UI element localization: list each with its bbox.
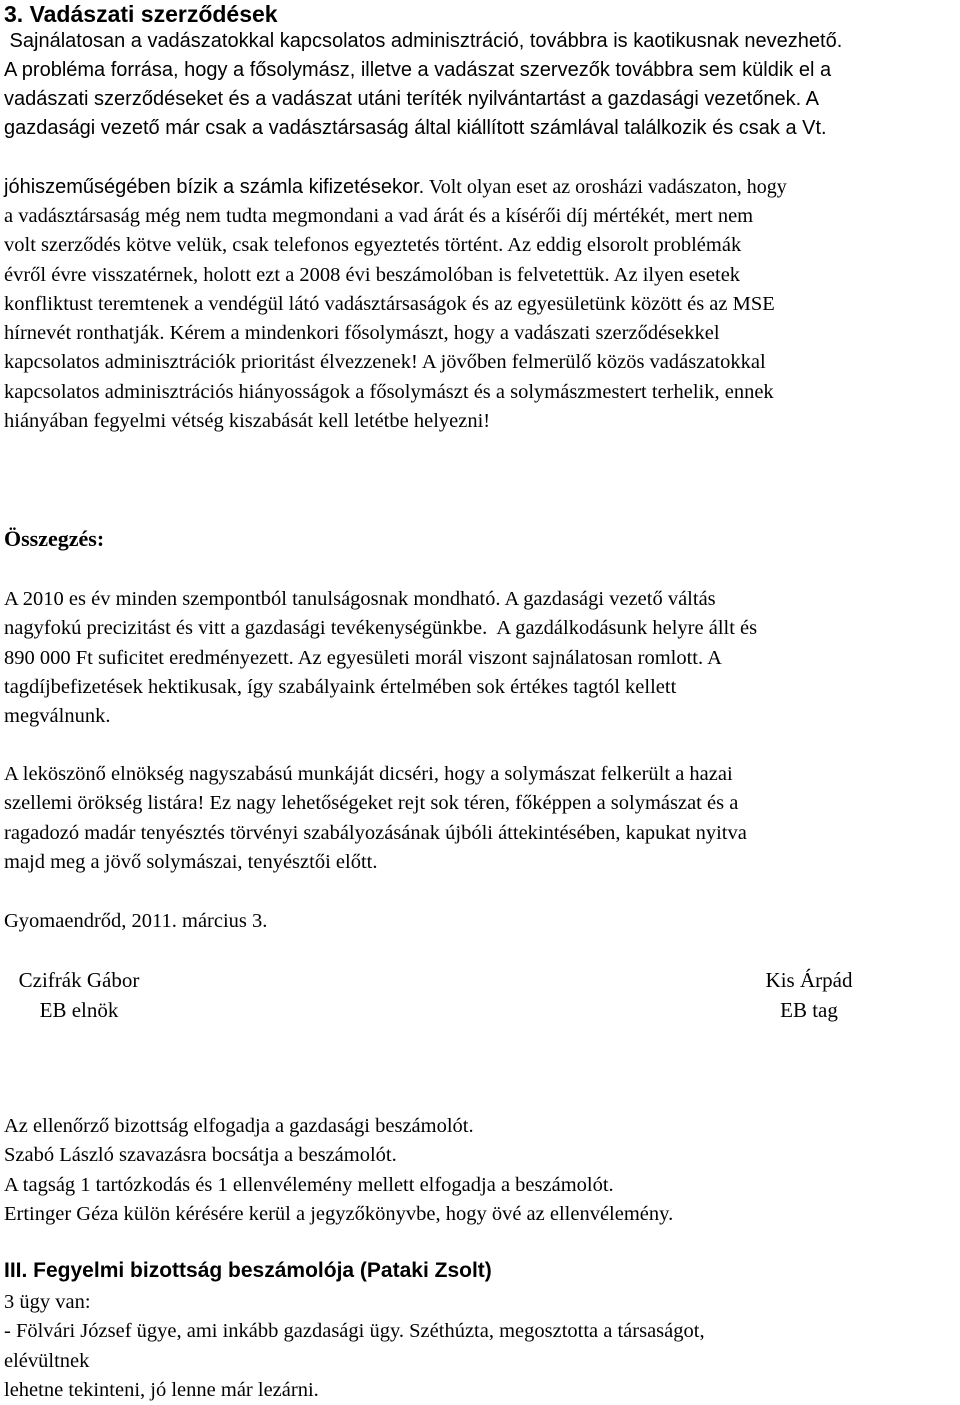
text-line: hiányában fegyelmi vétség kiszabását kell letétbe helyezni!	[4, 410, 491, 433]
signature-left	[4, 965, 154, 1025]
text-line: A leköszönő elnökség nagyszabású munkáját dicséri, hogy a solymászat felkerült a hazai	[4, 763, 733, 785]
text-line: lehetne tekinteni, jó lenne már lezárni.	[4, 1378, 319, 1401]
text-line: majd meg a jövő solymászai, tenyésztői előtt.	[4, 850, 378, 873]
text-line: Ertinger Géza külön kérésére kerül a jegyzőkönyvbe, hogy övé az ellenvélemény.	[4, 1202, 674, 1225]
text-line: kapcsolatos adminisztrációk prioritást élvezzenek! A jövőben felmerülő közös vadászatokkal	[4, 351, 766, 374]
text-line: megválnunk.	[4, 705, 111, 728]
section-iii-body	[4, 1288, 954, 1405]
text-line: tagdíjbefizetések hektikusak, így szabályaink értelmében sok értékes tagtól kellett	[4, 675, 677, 698]
summary-heading: Összegzés:	[4, 526, 105, 551]
text-line: nagyfokú precizitást és vitt a gazdasági tevékenységünkbe. A gazdálkodásunk helyre állt és	[4, 617, 758, 640]
text-line: évről évre visszatérnek, holott ezt a 2008 évi beszámolóban is felvetettük. Az ilyen esetek	[4, 263, 741, 286]
text-line: szellemi örökség listára! Ez nagy lehetőségeket rejt sok téren, főképpen a solymászat és a	[4, 792, 739, 815]
paragraph-serif	[4, 202, 954, 436]
text-line: 3 ügy van:	[4, 1291, 91, 1313]
text-line: gazdasági vezető már csak a vadásztársaság által kiállított számlával találkozik és csak a Vt.	[4, 117, 827, 139]
text-line: elévültnek	[4, 1349, 90, 1372]
text-line: vadászati szerződéseket és a vadászat utáni teríték nyilvántartást a gazdasági vezetőnek. A	[4, 88, 819, 110]
text-line: 890 000 Ft suficitet eredményezett. Az egyesületi morál viszont sajnálatosan romlott. A	[4, 646, 722, 669]
signer-role: EB elnök	[39, 998, 119, 1022]
mixed-font-line	[4, 173, 958, 202]
text-line: Sajnálatosan a vadászatokkal kapcsolatos adminisztráció, továbbra is kaotikusnak nevezhető.	[4, 30, 843, 52]
text-line: ragadozó madár tenyésztés törvényi szabályozásának újbóli áttekintésében, kapukat nyitva	[4, 821, 747, 844]
section-3-title: 3. Vadászati szerződések	[4, 1, 278, 27]
text-line: A 2010 es év minden szempontból tanulságosnak mondható. A gazdasági vezető váltás	[4, 588, 716, 610]
text-sans-part: jóhiszeműségében bízik a számla kifizetésekor.	[4, 176, 425, 198]
text-line: konfliktust teremtenek a vendégül látó vadásztársaságok és az egyesületünk között és az MSE	[4, 292, 775, 315]
decision-block	[4, 1112, 954, 1229]
text-line: a vadásztársaság még nem tudta megmondani a vad árát és a kísérői díj mértékét, mert nem	[4, 205, 754, 227]
signer-role: EB tag	[780, 998, 838, 1022]
text-line: A probléma forrása, hogy a fősolymász, illetve a vadászat szervezők továbbra sem küldik el a	[4, 59, 832, 81]
place-date: Gyomaendrőd, 2011. március 3.	[4, 910, 268, 932]
text-line: Szabó László szavazásra bocsátja a beszámolót.	[4, 1144, 397, 1167]
section-iii-title: III. Fegyelmi bizottság beszámolója (Pataki Zsolt)	[4, 1259, 492, 1282]
signer-name: Czifrák Gábor	[18, 968, 140, 992]
signer-name: Kis Árpád	[765, 968, 853, 992]
summary-paragraph-1	[4, 585, 954, 731]
text-line: A tagság 1 tartózkodás és 1 ellenvélemény mellett elfogadja a beszámolót.	[4, 1173, 614, 1196]
signature-right	[744, 965, 874, 1025]
text-line: kapcsolatos adminisztrációs hiányosságok a fősolymászt és a solymászmestert terhelik, ennek	[4, 380, 774, 403]
text-line: volt szerződés kötve velük, csak telefonos egyeztetés történt. Az eddig elsorolt problémák	[4, 234, 742, 257]
paragraph-sans	[4, 27, 958, 143]
text-line: - Fölvári József ügye, ami inkább gazdasági ügy. Széthúzta, megosztotta a társaságot,	[4, 1320, 705, 1343]
text-serif-part: Volt olyan eset az orosházi vadászaton, hogy	[424, 176, 787, 198]
summary-paragraph-2	[4, 760, 954, 877]
text-line: hírnevét ronthatják. Kérem a mindenkori fősolymászt, hogy a vadászati szerződésekkel	[4, 322, 720, 345]
text-line: Az ellenőrző bizottság elfogadja a gazdasági beszámolót.	[4, 1115, 474, 1137]
